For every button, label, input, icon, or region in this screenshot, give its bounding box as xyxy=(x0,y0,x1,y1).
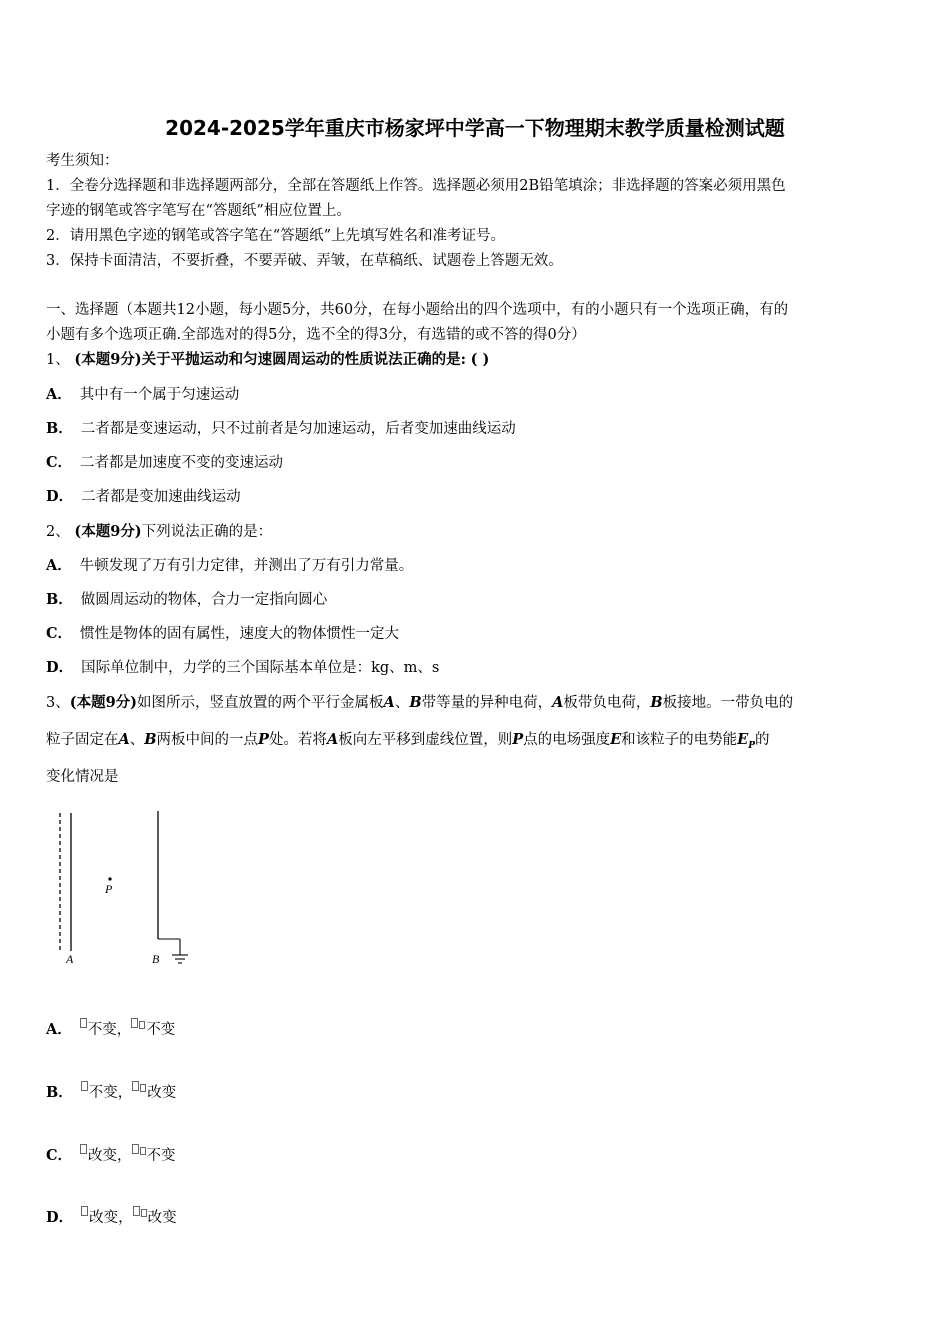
option-letter: D． xyxy=(46,659,74,676)
notice-item-1: 1．全卷分选择题和非选择题两部分，全部在答题纸上作答。选择题必须用2B铅笔填涂；非选择题的答案必须用黑色 xyxy=(46,178,786,194)
stem-text: 、 xyxy=(394,695,410,711)
option-text: 国际单位制中，力学的三个国际基本单位是：kg、m、s xyxy=(81,660,440,676)
question-number: 1、 xyxy=(46,352,70,368)
option-letter: A． xyxy=(46,557,72,574)
answer-paren: ( ) xyxy=(470,351,490,368)
option-letter: B． xyxy=(46,420,73,437)
option-text: 二者都是变加速曲线运动 xyxy=(81,489,241,505)
option-text: 改变， xyxy=(89,1210,133,1226)
plate-b-symbol: B xyxy=(650,694,663,711)
option-text: 做圆周运动的物体，合力一定指向圆心 xyxy=(80,592,328,608)
ground-symbol xyxy=(158,939,188,963)
option-text: 不变， xyxy=(87,1022,132,1038)
question-score: (本题9分) xyxy=(74,523,142,540)
point-p-symbol: P xyxy=(258,731,269,748)
field-strength-symbol: E xyxy=(610,731,622,748)
stem-text: 板带负电荷， xyxy=(563,695,651,711)
missing-glyph-icon xyxy=(80,1144,87,1154)
q1-option-a xyxy=(46,385,908,405)
q2-option-d xyxy=(46,658,908,678)
question-1-stem xyxy=(46,350,908,370)
plate-a-symbol: A xyxy=(383,694,395,711)
q3-option-a xyxy=(46,1020,908,1040)
option-letter: D． xyxy=(46,1209,74,1226)
q2-option-c xyxy=(46,624,908,644)
stem-text: 的 xyxy=(755,732,770,748)
section-instructions-line1: 一、选择题（本题共12小题，每小题5分，共60分，在每小题给出的四个选项中，有的小题只有一个选项正确，有的 xyxy=(46,302,789,318)
option-text: 改变 xyxy=(147,1210,177,1226)
option-text: 其中有一个属于匀速运动 xyxy=(79,387,240,403)
stem-text: 带等量的异种电荷， xyxy=(421,695,553,711)
q2-option-b xyxy=(46,590,908,610)
exam-title: 2024-2025学年重庆市杨家坪中学高一下物理期末教学质量检测试题 xyxy=(165,116,785,140)
question-number: 3、 xyxy=(46,695,70,711)
plate-b-label: B xyxy=(152,952,160,966)
q3-option-b xyxy=(46,1083,908,1103)
q1-option-d xyxy=(46,487,908,507)
point-p-dot xyxy=(108,877,111,880)
missing-glyph-icon xyxy=(80,1018,87,1028)
notice-item-1-cont: 字迹的钢笔或答字笔写在“答题纸”相应位置上。 xyxy=(46,203,351,219)
question-text: 下列说法正确的是： xyxy=(141,524,273,540)
missing-glyph-icon xyxy=(132,1081,139,1091)
plate-b-symbol: B xyxy=(144,731,157,748)
missing-glyph-icon xyxy=(141,1209,147,1217)
option-text: 不变 xyxy=(146,1022,176,1038)
option-text: 改变， xyxy=(88,1148,132,1164)
question-2-stem xyxy=(46,522,908,542)
option-letter: C． xyxy=(46,454,73,471)
stem-text: 处。若将 xyxy=(268,732,327,748)
option-text: 二者都是变速运动，只不过前者是匀加速运动，后者变加速曲线运动 xyxy=(80,421,516,437)
option-letter: C． xyxy=(46,1147,73,1164)
ep-subscript: P xyxy=(748,740,756,751)
plate-a-symbol: A xyxy=(118,731,130,748)
missing-glyph-icon xyxy=(81,1081,88,1091)
potential-energy-symbol xyxy=(737,731,756,751)
notice-item-3: 3．保持卡面清洁，不要折叠，不要弄破、弄皱，在草稿纸、试题卷上答题无效。 xyxy=(46,253,563,269)
missing-glyph-icon xyxy=(140,1084,146,1092)
missing-glyph-icon xyxy=(133,1206,140,1216)
option-text: 牛顿发现了万有引力定律，并测出了万有引力常量。 xyxy=(79,558,414,574)
option-letter: B． xyxy=(46,591,73,608)
q3-option-d xyxy=(46,1208,908,1228)
capacitor-plates-figure xyxy=(52,805,212,975)
question-score: (本题9分) xyxy=(69,694,138,711)
option-text: 不变 xyxy=(146,1148,176,1164)
option-letter: B． xyxy=(46,1084,73,1101)
stem-text: 板接地。一带负电的 xyxy=(662,695,794,711)
missing-glyph-icon xyxy=(139,1021,145,1029)
option-letter: A． xyxy=(46,386,72,403)
plate-b-symbol: B xyxy=(409,694,422,711)
ep-letter: E xyxy=(737,731,749,748)
option-letter: D． xyxy=(46,488,74,505)
stem-text: 板向左平移到虚线位置，则 xyxy=(338,732,513,748)
notice-heading: 考生须知： xyxy=(46,153,119,169)
stem-text: 粒子固定在 xyxy=(46,732,119,748)
option-letter: C． xyxy=(46,625,73,642)
q3-option-c xyxy=(46,1146,908,1166)
question-3-stem-line2 xyxy=(46,730,908,756)
option-text: 不变， xyxy=(88,1085,133,1101)
question-number: 2、 xyxy=(46,524,70,540)
q1-option-b xyxy=(46,419,908,439)
q1-option-c xyxy=(46,453,908,473)
missing-glyph-icon xyxy=(131,1018,138,1028)
missing-glyph-icon xyxy=(81,1206,88,1216)
plate-a-symbol: A xyxy=(326,731,339,748)
question-3-stem-line1 xyxy=(46,693,908,713)
stem-text: 两板中间的一点 xyxy=(156,732,259,748)
stem-text: 点的电场强度 xyxy=(523,732,611,748)
question-3-stem-line3: 变化情况是 xyxy=(46,769,119,785)
stem-text: 、 xyxy=(129,732,145,748)
option-text: 二者都是加速度不变的变速运动 xyxy=(80,455,284,471)
point-p-symbol: P xyxy=(512,731,524,748)
plate-a-label: A xyxy=(66,952,74,966)
missing-glyph-icon xyxy=(140,1147,146,1155)
plate-a-symbol: A xyxy=(552,694,564,711)
stem-text: 如图所示，竖直放置的两个平行金属板 xyxy=(137,695,384,711)
notice-item-2: 2．请用黑色字迹的钢笔或答字笔在“答题纸”上先填写姓名和准考证号。 xyxy=(46,228,506,244)
option-text: 惯性是物体的固有属性，速度大的物体惯性一定大 xyxy=(80,626,400,642)
question-text: 关于平抛运动和匀速圆周运动的性质说法正确的是: xyxy=(141,351,467,368)
stem-text: 和该粒子的电势能 xyxy=(621,732,738,748)
point-p-label: P xyxy=(105,882,113,896)
question-score: (本题9分) xyxy=(74,351,142,368)
option-text: 改变 xyxy=(147,1085,177,1101)
q2-option-a xyxy=(46,556,908,576)
missing-glyph-icon xyxy=(132,1144,139,1154)
option-letter: A． xyxy=(46,1021,72,1038)
section-instructions-line2: 小题有多个选项正确.全部选对的得5分，选不全的得3分，有选错的或不答的得0分） xyxy=(46,327,586,343)
